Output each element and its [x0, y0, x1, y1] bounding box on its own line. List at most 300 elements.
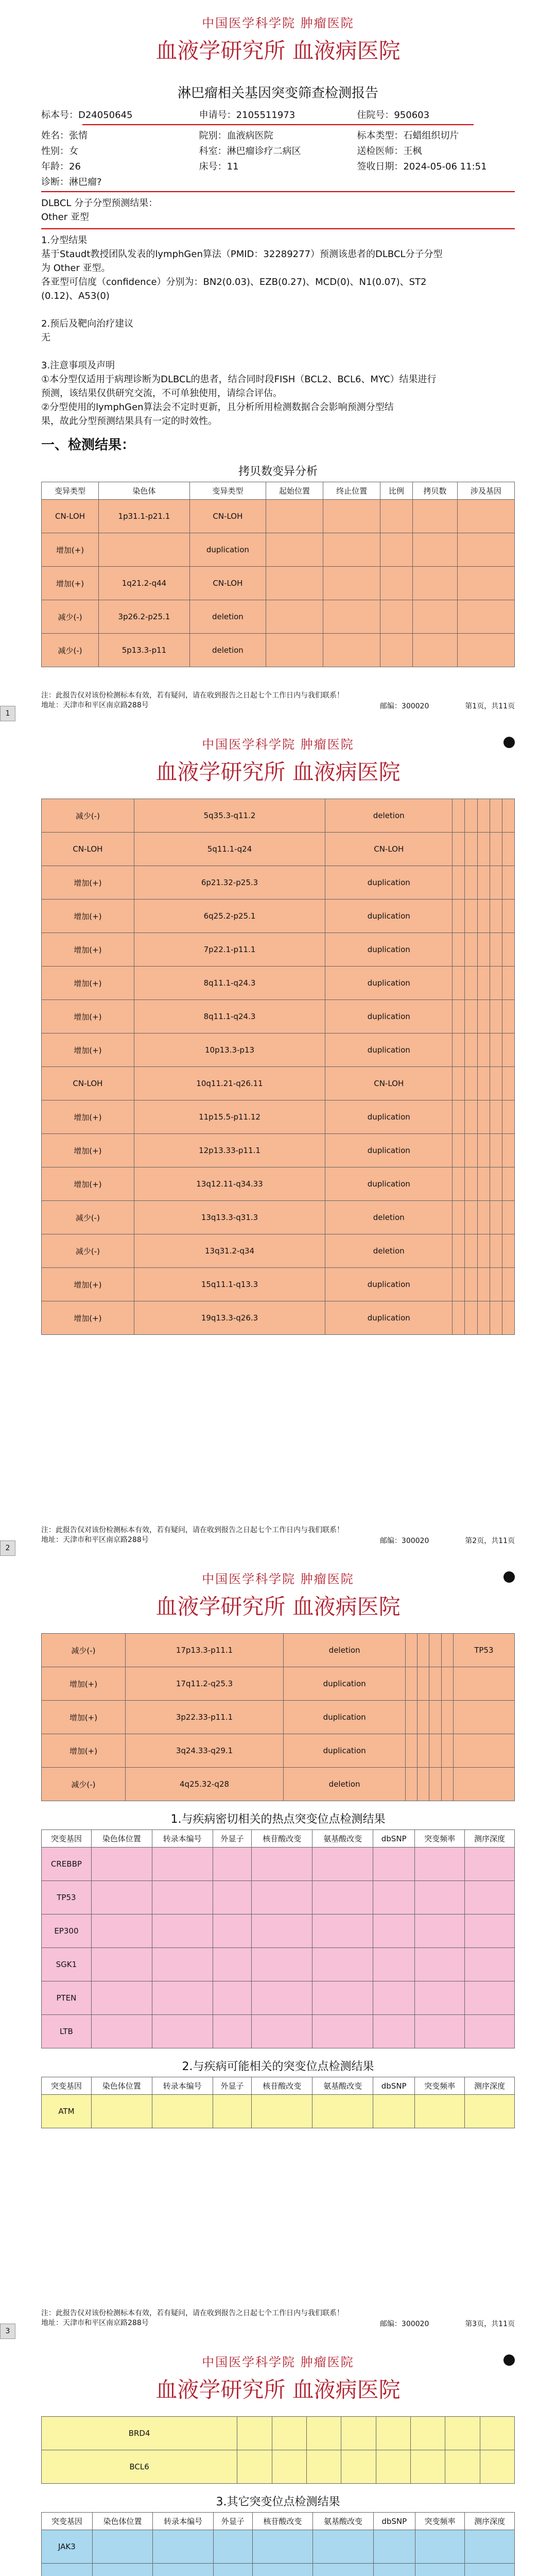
table-cell: deletion — [284, 1768, 406, 1801]
table-cell — [502, 1234, 514, 1268]
apply-no: 申请号：2105511973 — [199, 110, 296, 121]
table-cell — [252, 1848, 312, 1881]
table-cell — [453, 1268, 465, 1301]
table-cell — [490, 1268, 502, 1301]
footer-postcode: 邮编：300020 — [379, 2320, 429, 2328]
table-cell — [477, 967, 490, 1000]
table-cell — [415, 1848, 465, 1881]
table-cell: 3p22.33-p11.1 — [125, 1701, 283, 1734]
table-row — [42, 500, 515, 533]
table-cell — [502, 799, 514, 833]
report-page-2 — [0, 721, 556, 1556]
table-cell — [152, 1948, 213, 1981]
table-cell — [92, 2564, 153, 2576]
table-cell: CN-LOH — [325, 1067, 453, 1100]
footer-postcode: 邮编：300020 — [379, 702, 429, 710]
table-row — [42, 1881, 515, 1914]
table-cell — [477, 1201, 490, 1234]
table-cell — [502, 1201, 514, 1234]
table-cell — [453, 933, 465, 967]
footer-page: 第1页，共11页 — [465, 702, 515, 710]
table-row — [42, 1268, 515, 1301]
bed: 床号：11 — [199, 161, 239, 172]
table-cell: 增加(+) — [42, 1734, 126, 1768]
table-cell — [410, 2417, 445, 2450]
table-cell — [477, 1067, 490, 1100]
table-cell — [412, 533, 457, 567]
column-header: 氨基酸改变 — [312, 2077, 373, 2095]
table-cell: 增加(+) — [42, 866, 134, 900]
table-cell — [457, 533, 514, 567]
table-cell: 增加(+) — [42, 1033, 134, 1067]
table-cell — [412, 634, 457, 667]
table-cell — [153, 2530, 214, 2564]
table-cell — [415, 1914, 465, 1948]
table-cell — [465, 833, 477, 866]
mutation-table-2 — [41, 2077, 515, 2128]
table-cell: 增加(+) — [42, 900, 134, 933]
table-cell — [502, 1167, 514, 1201]
column-header: 涉及基因 — [457, 482, 514, 500]
table-cell — [415, 2530, 465, 2564]
table-cell: deletion — [325, 799, 453, 833]
table-cell — [406, 1701, 418, 1734]
column-header: 转录本编号 — [152, 1830, 213, 1848]
table-cell — [373, 2564, 415, 2576]
table-cell: CN-LOH — [189, 500, 266, 533]
column-header: dbSNP — [373, 1830, 415, 1848]
table-cell — [418, 1667, 429, 1701]
table-cell — [490, 866, 502, 900]
table-row — [42, 933, 515, 967]
table-cell — [465, 1134, 477, 1167]
table-cell — [465, 967, 477, 1000]
dot-mark — [503, 2354, 515, 2366]
report-page-1 — [0, 0, 556, 721]
table-cell — [373, 1981, 415, 2015]
logo-top-text: 中国医学科学院 肿瘤医院 — [202, 737, 354, 752]
table-cell — [213, 1914, 252, 1948]
table-row — [42, 533, 515, 567]
column-header: 突变频率 — [415, 2077, 465, 2095]
table-row — [42, 567, 515, 600]
table-cell: duplication — [284, 1701, 406, 1734]
table-cell — [502, 1134, 514, 1167]
table-cell: 减少(-) — [42, 799, 134, 833]
table-cell — [213, 2530, 252, 2564]
table-cell: 增加(+) — [42, 533, 99, 567]
table-cell — [373, 2530, 415, 2564]
logo-bottom-text: 血液学研究所 血液病医院 — [155, 759, 401, 785]
table-cell — [415, 1981, 465, 2015]
table-cell — [312, 1948, 373, 1981]
table-cell: 6q25.2-p25.1 — [134, 900, 325, 933]
table-cell — [376, 2417, 410, 2450]
table-cell — [502, 1033, 514, 1067]
column-header: 突变频率 — [415, 1830, 465, 1848]
table-cell — [490, 799, 502, 833]
table-cell — [91, 1848, 152, 1881]
table-cell: duplication — [325, 1000, 453, 1033]
table-cell — [465, 1000, 477, 1033]
table-cell — [266, 600, 323, 634]
cnv-table-2 — [41, 799, 515, 1335]
table-cell: CREBBP — [42, 1848, 92, 1881]
table-row — [42, 2450, 515, 2484]
table-cell — [252, 1981, 312, 2015]
table-cell — [477, 1100, 490, 1134]
table-cell — [480, 2450, 514, 2484]
table-cell — [490, 833, 502, 866]
table-cell — [152, 1848, 213, 1881]
age: 年龄：26 — [41, 161, 81, 172]
table-cell: 4q25.32-q28 — [125, 1768, 283, 1801]
table-cell: 13q12.11-q34.33 — [134, 1167, 325, 1201]
table-cell: 13q13.3-q31.3 — [134, 1201, 325, 1234]
table-cell — [490, 1134, 502, 1167]
table-cell — [373, 1848, 415, 1881]
table-cell — [373, 1948, 415, 1981]
table-cell — [266, 634, 323, 667]
table-cell: 6p21.32-p25.3 — [134, 866, 325, 900]
column-header: 测序深度 — [465, 2077, 515, 2095]
table-cell: 增加(+) — [42, 967, 134, 1000]
table-row — [42, 799, 515, 833]
table-cell — [465, 2095, 515, 2128]
table-row — [42, 1914, 515, 1948]
table-row — [42, 900, 515, 933]
table-cell: duplication — [325, 1301, 453, 1335]
table-cell — [502, 1268, 514, 1301]
table-cell — [406, 1667, 418, 1701]
table-cell: 增加(+) — [42, 1134, 134, 1167]
table-row — [42, 1701, 515, 1734]
table-cell — [415, 2015, 465, 2048]
table-row — [42, 1134, 515, 1167]
page-tag: 1 — [0, 706, 15, 721]
mut-header-row — [42, 1830, 515, 1848]
table-cell — [415, 2564, 465, 2576]
patient-name: 姓名：张情 — [41, 130, 88, 141]
dot-mark — [503, 1571, 515, 1583]
table-cell: 增加(+) — [42, 933, 134, 967]
table-cell — [252, 2015, 312, 2048]
sample-type: 标本类型：石蜡组织切片 — [357, 130, 459, 141]
logo-bottom-text: 血液学研究所 血液病医院 — [155, 38, 401, 63]
inpatient-no: 住院号：950603 — [357, 110, 430, 121]
table-cell: 5q35.3-q11.2 — [134, 799, 325, 833]
table-cell — [415, 1881, 465, 1914]
column-header: 外显子 — [213, 2513, 252, 2530]
table-cell: 增加(+) — [42, 1667, 126, 1701]
table-cell: 7p22.1-p11.1 — [134, 933, 325, 967]
footer-page: 第2页，共11页 — [465, 1537, 515, 1545]
table-cell — [373, 2015, 415, 2048]
footer-postcode: 邮编：300020 — [379, 1537, 429, 1545]
table-cell: CN-LOH — [42, 833, 134, 866]
cnv-header-row — [42, 482, 515, 500]
table-cell — [457, 500, 514, 533]
table-cell — [457, 567, 514, 600]
table-cell: BCL6 — [42, 2450, 237, 2484]
table-cell — [99, 533, 190, 567]
cnv-table-title: 拷贝数变异分析 — [238, 465, 318, 478]
table-cell — [477, 1167, 490, 1201]
table-cell — [465, 1268, 477, 1301]
table-cell — [213, 2564, 252, 2576]
logo-block — [0, 0, 556, 77]
table-cell: duplication — [325, 933, 453, 967]
table-cell — [502, 900, 514, 933]
table-cell — [490, 967, 502, 1000]
table-cell — [313, 2564, 374, 2576]
table-cell — [418, 1701, 429, 1734]
table-cell: 3q24.33-q29.1 — [125, 1734, 283, 1768]
table-cell — [502, 866, 514, 900]
table-cell — [412, 567, 457, 600]
table-cell: duplication — [325, 1033, 453, 1067]
table-cell — [477, 1033, 490, 1067]
table-row — [42, 1033, 515, 1067]
column-header: 突变频率 — [415, 2513, 465, 2530]
column-header: 氨基酸改变 — [312, 1830, 373, 1848]
table-cell — [312, 2015, 373, 2048]
table-cell: deletion — [325, 1201, 453, 1234]
table-cell — [213, 1848, 252, 1881]
logo-block — [0, 721, 556, 799]
table-row — [42, 1948, 515, 1981]
column-header: 测序深度 — [465, 1830, 515, 1848]
table-cell — [465, 1881, 515, 1914]
table-row — [42, 1201, 515, 1234]
footer-note: 注：此报告仅对该份检测标本有效，若有疑问，请在收到报告之日起七个工作日内与我们联系！ — [41, 691, 344, 700]
table-cell — [453, 1734, 514, 1768]
table-row — [42, 1234, 515, 1268]
table-cell: TP53 — [453, 1634, 514, 1667]
table-cell: 19q13.3-q26.3 — [134, 1301, 325, 1335]
table-cell: 减少(-) — [42, 600, 99, 634]
table-row — [42, 1100, 515, 1134]
table-cell — [465, 2530, 515, 2564]
mut-header-row — [42, 2077, 515, 2095]
table-cell: 增加(+) — [42, 1268, 134, 1301]
table-cell: 1p31.1-p21.1 — [99, 500, 190, 533]
table-cell — [477, 866, 490, 900]
table-cell — [502, 1301, 514, 1335]
column-header: 外显子 — [213, 2077, 252, 2095]
table-cell — [477, 933, 490, 967]
table-cell: CN-LOH — [189, 567, 266, 600]
table-cell — [412, 500, 457, 533]
column-header: 染色体 — [99, 482, 190, 500]
table-cell: 11p15.5-p11.12 — [134, 1100, 325, 1134]
column-header: 比例 — [380, 482, 413, 500]
page-tag: 3 — [0, 2324, 15, 2339]
table-cell — [453, 1134, 465, 1167]
table-cell — [412, 600, 457, 634]
table-cell — [429, 1667, 441, 1701]
table-cell — [453, 866, 465, 900]
table-cell — [465, 1167, 477, 1201]
table-row — [42, 2530, 515, 2564]
table-cell — [477, 900, 490, 933]
logo-block — [0, 2339, 556, 2416]
table-cell — [477, 1134, 490, 1167]
table-cell — [429, 1734, 441, 1768]
table-cell: BRD4 — [42, 2417, 237, 2450]
table-cell — [376, 2450, 410, 2484]
table-cell: 减少(-) — [42, 634, 99, 667]
table-row — [42, 2095, 515, 2128]
table-cell — [465, 900, 477, 933]
table-row — [42, 2015, 515, 2048]
table-cell: duplication — [325, 1100, 453, 1134]
column-header: 测序深度 — [465, 2513, 515, 2530]
table-cell — [92, 2530, 153, 2564]
sign-time: 签收日期：2024-05-06 11:51 — [357, 161, 487, 172]
table-cell — [341, 2417, 376, 2450]
table-cell — [42, 2564, 93, 2576]
table-cell — [490, 900, 502, 933]
summary-text: DLBCL 分子分型预测结果： Other 亚型 — [41, 198, 158, 223]
table-cell — [323, 533, 380, 567]
footer-note: 注：此报告仅对该份检测标本有效，若有疑问，请在收到报告之日起七个工作日内与我们联系！ — [41, 1526, 344, 1534]
column-header: 突变基因 — [42, 1830, 92, 1848]
table-cell: 增加(+) — [42, 1100, 134, 1134]
table-cell — [323, 567, 380, 600]
table-cell — [465, 933, 477, 967]
table-cell — [272, 2417, 306, 2450]
table-cell: TP53 — [42, 1881, 92, 1914]
table-cell: duplication — [325, 900, 453, 933]
column-header: 突变基因 — [42, 2513, 93, 2530]
table-cell: 增加(+) — [42, 1000, 134, 1033]
table-cell — [477, 833, 490, 866]
column-header: 转录本编号 — [153, 2513, 214, 2530]
table-cell — [237, 2417, 272, 2450]
column-header: 终止位置 — [323, 482, 380, 500]
table-cell — [453, 1701, 514, 1734]
table-cell — [306, 2417, 341, 2450]
table-cell — [306, 2450, 341, 2484]
table-cell — [490, 933, 502, 967]
table-cell: JAK3 — [42, 2530, 93, 2564]
table-row — [42, 1848, 515, 1881]
table-cell: ATM — [42, 2095, 92, 2128]
table-cell: deletion — [189, 634, 266, 667]
table-cell — [502, 933, 514, 967]
table-cell — [490, 1067, 502, 1100]
page-footer — [41, 1526, 515, 1546]
sample-no: 标本号：D24050645 — [41, 110, 133, 121]
table-cell — [441, 1768, 453, 1801]
table-cell — [453, 1167, 465, 1201]
table-cell: duplication — [325, 1167, 453, 1201]
table-cell — [252, 1881, 312, 1914]
table-cell — [410, 2450, 445, 2484]
table-row — [42, 1667, 515, 1701]
column-header: 氨基酸改变 — [313, 2513, 374, 2530]
table-cell — [213, 1981, 252, 2015]
table-cell — [380, 600, 413, 634]
table-cell: duplication — [284, 1667, 406, 1701]
footer-address: 地址：天津市和平区南京路288号 — [41, 2319, 149, 2328]
table-cell — [91, 1981, 152, 2015]
table-cell — [380, 567, 413, 600]
table-cell: duplication — [325, 967, 453, 1000]
table-cell — [453, 799, 465, 833]
t1-title: 1.与疾病密切相关的热点突变位点检测结果 — [170, 1813, 386, 1826]
table-cell — [152, 1981, 213, 2015]
table-cell — [252, 2564, 313, 2576]
table-row — [42, 600, 515, 634]
table-cell: 3p26.2-p25.1 — [99, 600, 190, 634]
table-row — [42, 833, 515, 866]
mutation-table-2-cont — [41, 2416, 515, 2484]
table-cell: 8q11.1-q24.3 — [134, 1000, 325, 1033]
table-cell: 增加(+) — [42, 1167, 134, 1201]
table-cell — [266, 567, 323, 600]
table-cell — [441, 1734, 453, 1768]
column-header: dbSNP — [373, 2513, 415, 2530]
table-cell — [465, 1033, 477, 1067]
table-cell — [312, 2095, 373, 2128]
table-cell — [465, 1301, 477, 1335]
table-cell — [502, 967, 514, 1000]
table-row — [42, 1301, 515, 1335]
table-cell: 8q11.1-q24.3 — [134, 967, 325, 1000]
table-cell: 12p13.33-p11.1 — [134, 1134, 325, 1167]
table-cell — [252, 2095, 312, 2128]
table-cell — [380, 533, 413, 567]
table-cell: EP300 — [42, 1914, 92, 1948]
column-header: 染色体位置 — [91, 2077, 152, 2095]
table-cell: 减少(-) — [42, 1234, 134, 1268]
column-header: dbSNP — [373, 2077, 415, 2095]
table-cell — [465, 2015, 515, 2048]
table-cell — [453, 1234, 465, 1268]
table-cell — [465, 2564, 515, 2576]
table-row — [42, 1000, 515, 1033]
department: 科室：淋巴瘤诊疗二病区 — [199, 146, 301, 157]
table-cell — [312, 1981, 373, 2015]
table-cell — [252, 1914, 312, 1948]
logo-top-text: 中国医学科学院 肿瘤医院 — [202, 1571, 354, 1586]
table-cell: 增加(+) — [42, 567, 99, 600]
t2-title: 2.与疾病可能相关的突变位点检测结果 — [182, 2060, 374, 2073]
table-cell — [91, 1914, 152, 1948]
table-cell — [477, 1268, 490, 1301]
table-cell — [502, 1000, 514, 1033]
logo-bottom-text: 血液学研究所 血液病医院 — [155, 2377, 401, 2402]
table-cell — [415, 2095, 465, 2128]
table-row — [42, 1067, 515, 1100]
table-cell — [373, 1914, 415, 1948]
column-header: 核苷酸改变 — [252, 1830, 312, 1848]
table-row — [42, 2417, 515, 2450]
table-cell: 1q21.2-q44 — [99, 567, 190, 600]
table-cell — [453, 900, 465, 933]
table-cell — [465, 1914, 515, 1948]
table-cell — [502, 1100, 514, 1134]
footer-address: 地址：天津市和平区南京路288号 — [41, 1536, 149, 1545]
table-cell: duplication — [284, 1734, 406, 1768]
table-cell — [418, 1768, 429, 1801]
table-cell: CN-LOH — [325, 833, 453, 866]
table-cell — [91, 1948, 152, 1981]
table-cell — [490, 1000, 502, 1033]
table-cell — [341, 2450, 376, 2484]
